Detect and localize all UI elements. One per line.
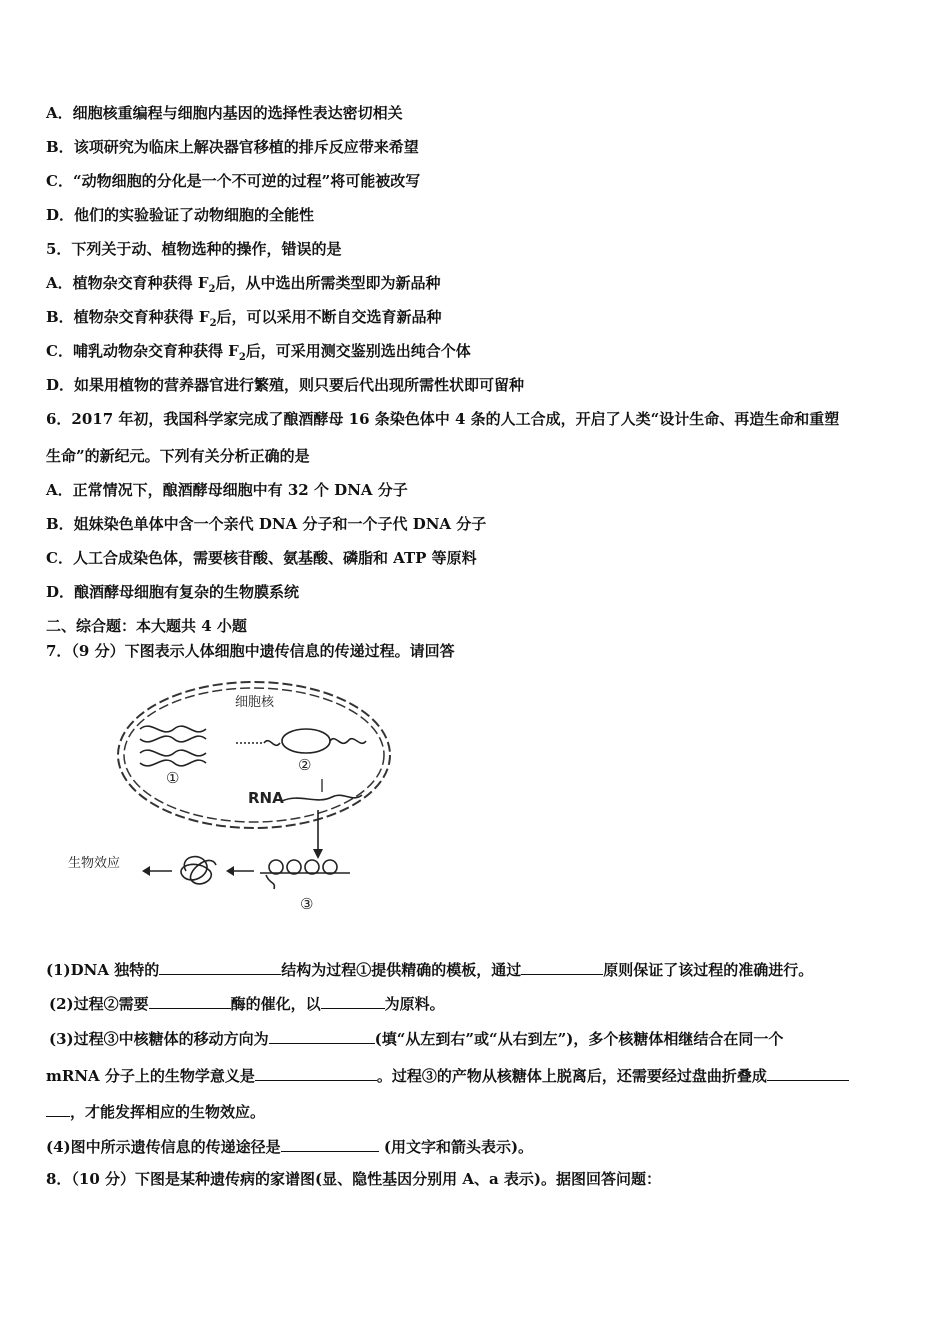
answer-blank[interactable] xyxy=(46,1100,70,1117)
answer-blank[interactable] xyxy=(269,1027,375,1044)
answer-blank[interactable] xyxy=(159,958,281,975)
transcription-icon xyxy=(264,729,366,753)
answer-blank[interactable] xyxy=(149,992,231,1009)
q6-option-b: B．姐妹染色单体中含一个亲代 DNA 分子和一个子代 DNA 分子 xyxy=(46,515,487,533)
section-heading: 二、综合题：本大题共 4 小题 xyxy=(46,617,247,635)
gene-expression-diagram xyxy=(60,675,420,915)
q7-part3-line2: mRNA 分子上的生物学意义是 。过程③的产物从核糖体上脱离后，还需要经过盘曲折叠成 xyxy=(46,1064,849,1086)
step-1-marker: ① xyxy=(166,769,180,787)
q7-part3-line3: ，才能发挥相应的生物效应。 xyxy=(46,1100,265,1122)
q7-part1: (1)DNA 独特的 结构为过程①提供精确的模板，通过 原则保证了该过程的准确进行。 xyxy=(46,958,813,980)
ribosome-chain-icon xyxy=(260,860,350,889)
answer-blank[interactable] xyxy=(521,958,603,975)
ribosome-to-protein-arrowhead xyxy=(226,866,234,876)
q5-option-d: D．如果用植物的营养器官进行繁殖，则只要后代出现所需性状即可留种 xyxy=(46,376,525,394)
q6-option-d: D．酿酒酵母细胞有复杂的生物膜系统 xyxy=(46,583,300,601)
q5-stem: 5．下列关于动、植物选种的操作，错误的是 xyxy=(46,240,342,258)
q4-option-d: D．他们的实验验证了动物细胞的全能性 xyxy=(46,206,315,224)
q7-part2: (2)过程②需要 酶的催化，以 为原料。 xyxy=(49,992,445,1014)
answer-blank[interactable] xyxy=(255,1064,377,1081)
protein-to-effect-arrowhead xyxy=(142,866,150,876)
q5-option-c: C．哺乳动物杂交育种获得 $F_2$后，可采用测交鉴别选出纯合个体 xyxy=(46,342,471,363)
q7-part3-line1: (3)过程③中核糖体的移动方向为 (填“从左到右”或“从右到左”)，多个核糖体相继结合在同一个 xyxy=(49,1027,783,1049)
rna-label: RNA xyxy=(248,789,284,807)
q4-option-c: C．“动物细胞的分化是一个不可逆的过程”将可能被改写 xyxy=(46,172,421,190)
folded-protein-icon xyxy=(181,857,216,884)
q7-stem: 7．（9 分）下图表示人体细胞中遗传信息的传递过程。请回答 xyxy=(46,642,455,660)
q7-part4: (4)图中所示遗传信息的传递途径是 (用文字和箭头表示)。 xyxy=(46,1135,533,1157)
answer-blank[interactable] xyxy=(281,1135,379,1152)
q6-stem-line2: 生命”的新纪元。下列有关分析正确的是 xyxy=(46,447,310,465)
dna-replication-icon xyxy=(140,726,206,766)
answer-blank[interactable] xyxy=(767,1064,849,1081)
q5-option-a: A．植物杂交育种获得 $F_2$后，从中选出所需类型即为新品种 xyxy=(46,274,441,295)
q6-stem-line1: 6．2017 年初，我国科学家完成了酿酒酵母 16 条染色体中 4 条的人工合成，开启了人类“设计生命、再造生命和重塑 xyxy=(46,410,840,428)
step-3-marker: ③ xyxy=(300,895,314,913)
q6-option-a: A．正常情况下，酿酒酵母细胞中有 32 个 DNA 分子 xyxy=(46,481,408,499)
rna-to-ribosome-arrowhead xyxy=(313,849,323,859)
biological-effect-label: 生物效应 xyxy=(68,856,121,871)
step-2-marker: ② xyxy=(298,756,312,774)
q4-option-b: B．该项研究为临床上解决器官移植的排斥反应带来希望 xyxy=(46,138,419,156)
q8-stem: 8．（10 分）下图是某种遗传病的家谱图(显、隐性基因分别用 A、a 表示)。据图回答问题： xyxy=(46,1170,662,1188)
q6-option-c: C．人工合成染色体，需要核苷酸、氨基酸、磷脂和 ATP 等原料 xyxy=(46,549,477,567)
answer-blank[interactable] xyxy=(321,992,385,1009)
q5-option-b: B．植物杂交育种获得 $F_2$后，可以采用不断自交选育新品种 xyxy=(46,308,442,329)
nucleus-label: 细胞核 xyxy=(235,695,275,710)
q4-option-a: A．细胞核重编程与细胞内基因的选择性表达密切相关 xyxy=(46,104,403,122)
